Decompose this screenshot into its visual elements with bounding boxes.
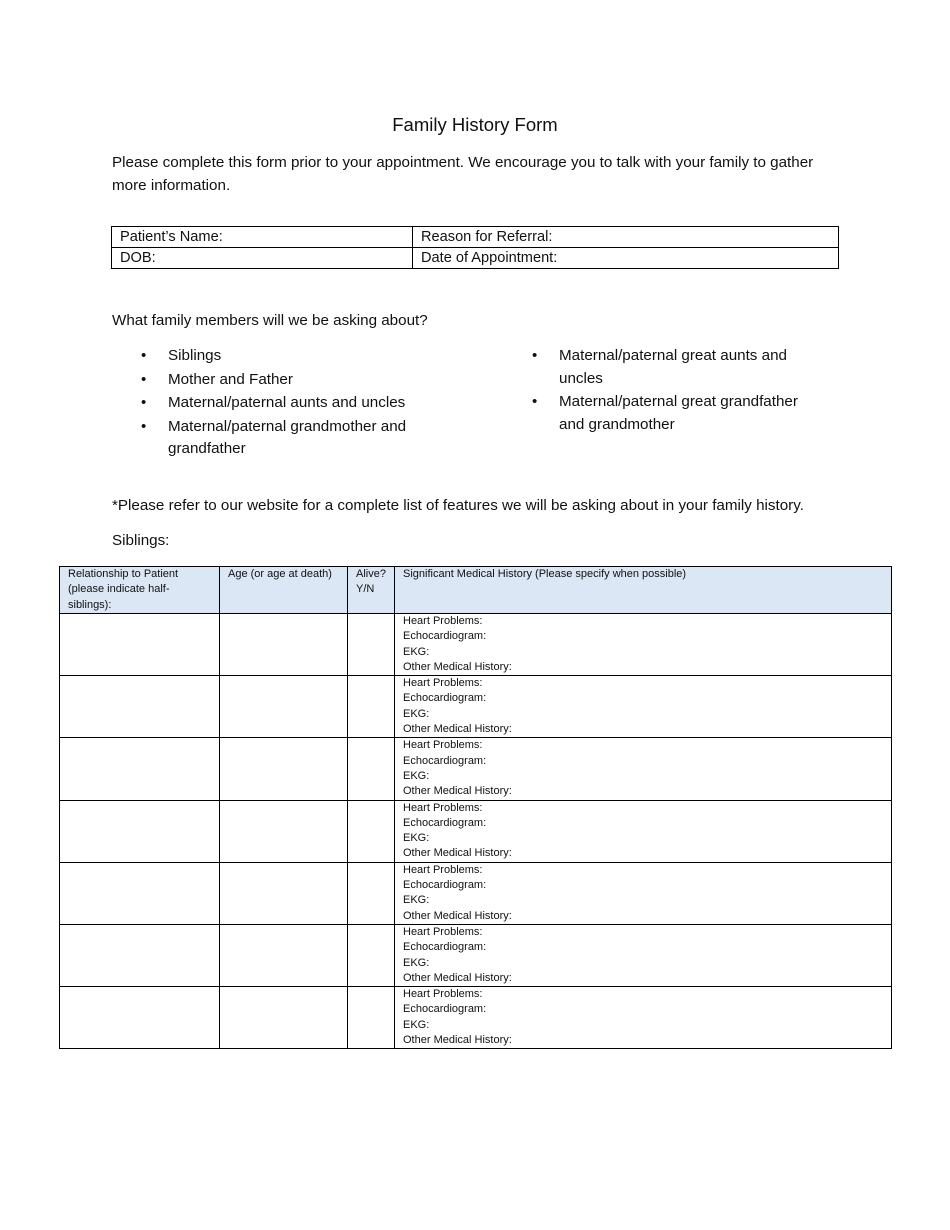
age-cell[interactable] [220,738,348,800]
medical-history-cell[interactable] [395,862,892,924]
member-item: • Maternal/paternal great aunts and uncles [532,345,822,390]
other-history-label: Other Medical History: [403,971,512,984]
relationship-cell[interactable] [60,614,220,676]
ekg-label: EKG: [403,956,430,969]
patient-info-table [111,226,839,269]
ekg-label: EKG: [403,707,430,720]
member-item: • Mother and Father [141,369,441,392]
table-row [60,862,892,924]
age-cell[interactable] [220,987,348,1049]
heart-problems-label: Heart Problems: [403,801,483,814]
appointment-date-field[interactable]: Date of Appointment: [413,248,839,269]
other-history-label: Other Medical History: [403,909,512,922]
member-item: • Maternal/paternal grandmother and grandfather [141,416,441,461]
medical-history-cell[interactable] [395,614,892,676]
ekg-label: EKG: [403,645,430,658]
ekg-label: EKG: [403,894,430,907]
patient-name-field[interactable]: Patient’s Name: [112,227,413,248]
medical-history-cell[interactable] [395,738,892,800]
alive-cell[interactable] [348,862,395,924]
alive-cell[interactable] [348,987,395,1049]
medical-history-cell[interactable] [395,987,892,1049]
table-row [60,614,892,676]
other-history-label: Other Medical History: [403,785,512,798]
heart-problems-label: Heart Problems: [403,739,483,752]
referral-reason-field[interactable]: Reason for Referral: [413,227,839,248]
heart-problems-label: Heart Problems: [403,863,483,876]
heart-problems-label: Heart Problems: [403,615,483,627]
echocardiogram-label: Echocardiogram: [403,692,487,705]
medical-history-cell[interactable] [395,800,892,862]
medical-history-cell[interactable] [395,924,892,986]
relationship-cell[interactable] [60,676,220,738]
patient-info-row [112,248,839,269]
echocardiogram-label: Echocardiogram: [403,941,487,954]
relationship-header: Relationship to Patient (please indicate half-siblings): [60,567,220,614]
echocardiogram-label: Echocardiogram: [403,754,487,767]
member-item: • Maternal/paternal great grandfather and grandmother [532,391,822,436]
table-row [60,924,892,986]
age-header: Age (or age at death) [220,567,348,614]
table-row [60,676,892,738]
alive-header: Alive? Y/N [348,567,395,614]
medical-history-header: Significant Medical History (Please specify when possible) [395,567,892,614]
other-history-label: Other Medical History: [403,847,512,860]
page-title: Family History Form [392,114,558,135]
ekg-label: EKG: [403,832,430,845]
relationship-cell[interactable] [60,987,220,1049]
intro-text: Please complete this form prior to your appointment. We encourage you to talk with your family to gather more information. [112,154,814,194]
member-item: • Maternal/paternal aunts and uncles [141,392,441,415]
relationship-cell[interactable] [60,738,220,800]
members-question: What family members will we be asking about? [112,312,428,329]
alive-cell[interactable] [348,614,395,676]
dob-field[interactable]: DOB: [112,248,413,269]
other-history-label: Other Medical History: [403,723,512,736]
member-item: • Siblings [141,345,441,368]
siblings-heading: Siblings: [112,532,170,549]
other-history-label: Other Medical History: [403,1034,512,1047]
siblings-table [59,566,892,1049]
heart-problems-label: Heart Problems: [403,677,483,690]
ekg-label: EKG: [403,769,430,782]
alive-cell[interactable] [348,800,395,862]
echocardiogram-label: Echocardiogram: [403,630,487,643]
siblings-header-row [60,567,892,614]
heart-problems-label: Heart Problems: [403,988,483,1001]
table-row [60,800,892,862]
relationship-cell[interactable] [60,800,220,862]
members-list-right [532,345,822,437]
age-cell[interactable] [220,924,348,986]
age-cell[interactable] [220,862,348,924]
heart-problems-label: Heart Problems: [403,925,483,938]
age-cell[interactable] [220,800,348,862]
table-row [60,987,892,1049]
medical-history-cell[interactable] [395,676,892,738]
alive-cell[interactable] [348,676,395,738]
alive-cell[interactable] [348,924,395,986]
echocardiogram-label: Echocardiogram: [403,1003,487,1016]
ekg-label: EKG: [403,1018,430,1031]
echocardiogram-label: Echocardiogram: [403,816,487,829]
table-row [60,738,892,800]
website-note: *Please refer to our website for a complete list of features we will be asking about in your family history. [112,497,804,514]
other-history-label: Other Medical History: [403,660,512,673]
relationship-cell[interactable] [60,924,220,986]
relationship-cell[interactable] [60,862,220,924]
alive-cell[interactable] [348,738,395,800]
age-cell[interactable] [220,676,348,738]
age-cell[interactable] [220,614,348,676]
members-list-left [141,345,441,462]
echocardiogram-label: Echocardiogram: [403,879,487,892]
patient-info-row [112,227,839,248]
